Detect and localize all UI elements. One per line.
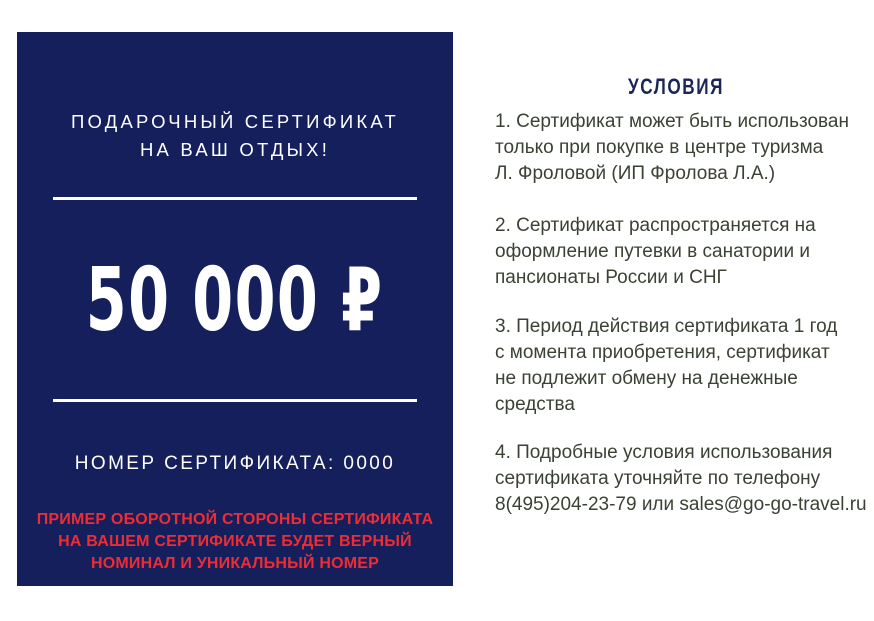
condition-item-1: 1. Сертификат может быть использован только при покупке в центре туризма Л. Фроловой (ИП Фролова Л.А.) <box>495 111 849 184</box>
conditions-heading: УСЛОВИЯ <box>627 74 725 99</box>
certificate-number: НОМЕР СЕРТИФИКАТА: 0000 <box>74 453 396 474</box>
divider-bottom <box>53 399 417 402</box>
certificate-amount: 50 000 ₽ <box>86 248 384 351</box>
certificate-card <box>17 32 453 586</box>
amount-wrap <box>17 200 453 399</box>
sample-back-side-note: ПРИМЕР ОБОРОТНОЙ СТОРОНЫ СЕРТИФИКАТА НА ВАШЕМ СЕРТИФИКАТЕ БУДЕТ ВЕРНЫЙ НОМИНАЛ И УНИКАЛЬНЫЙ НОМЕР <box>36 511 434 572</box>
condition-item-2: 2. Сертификат распространяется на оформление путевки в санатории и пансионаты России и СНГ <box>495 215 816 288</box>
card-title: ПОДАРОЧНЫЙ СЕРТИФИКАТ НА ВАШ ОТДЫХ! <box>71 111 399 160</box>
conditions-section <box>495 0 867 621</box>
condition-item-4: 4. Подробные условия использования сертификата уточняйте по телефону 8(495)204-23-79 или sales@go-go-travel.ru <box>495 442 867 515</box>
condition-item-3: 3. Период действия сертификата 1 год с момента приобретения, сертификат не подлежит обмену на денежные средства <box>495 316 838 415</box>
